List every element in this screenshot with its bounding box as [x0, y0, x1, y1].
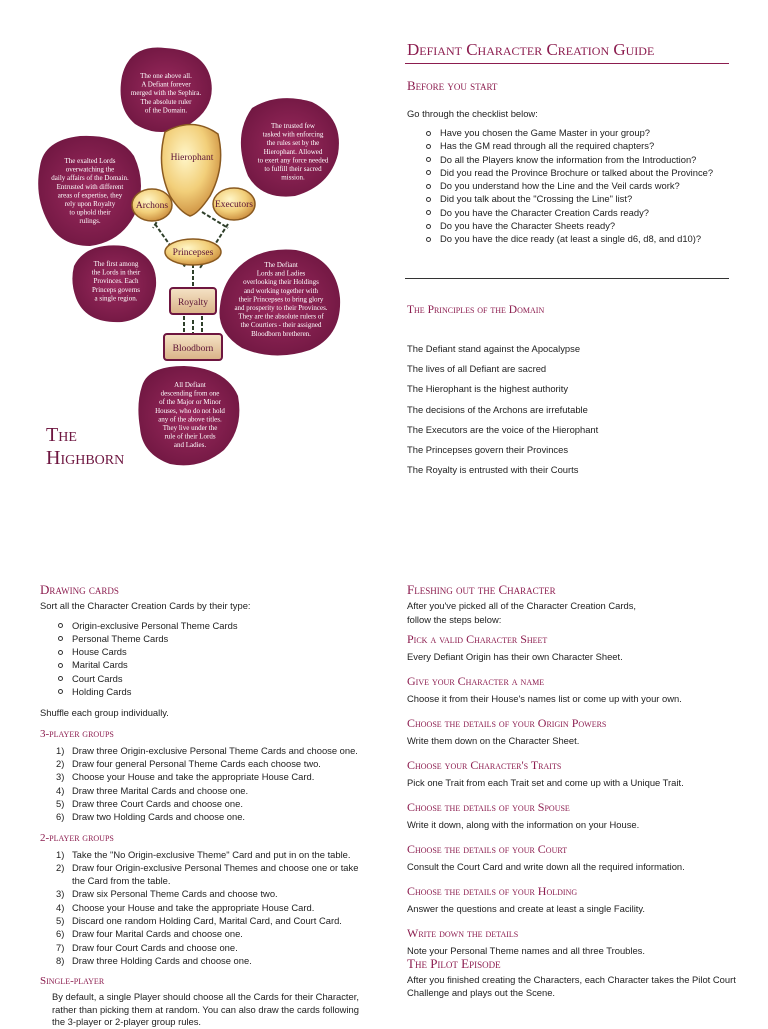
principle-item: The lives of all Defiant are sacred: [407, 363, 547, 375]
card-type-item: Holding Cards: [56, 685, 370, 698]
bubble-line: of the Major or Minor: [159, 398, 221, 407]
bubble-line: The one above all.: [140, 72, 192, 80]
bubble-line: Houses, who do not hold: [155, 406, 225, 415]
checklist-item: Do you have the Character Sheets ready?: [424, 219, 734, 232]
bubble-line: merged with the Sephira.: [130, 89, 202, 98]
step-text: Answer the questions and create at least a single Facility.: [407, 903, 645, 914]
fleshing-steps: [407, 632, 737, 957]
pilot-heading: The Pilot Episode: [407, 956, 501, 971]
step-text: Note your Personal Theme names and all three Troubles.: [407, 945, 645, 956]
bubble-line: A Defiant forever: [141, 80, 191, 89]
step-text: Write them down on the Character Sheet.: [407, 735, 580, 746]
step-title: Choose the details of your Spouse: [407, 800, 570, 814]
bubble-line: rulings.: [79, 217, 101, 226]
bubble-line: The trusted few: [271, 122, 315, 130]
step-title: Give your Character a name: [407, 674, 545, 688]
principle-item: The Defiant stand against the Apocalypse: [407, 343, 581, 354]
bubble-right-top-text: [258, 122, 329, 182]
bubble-line: of the Domain.: [144, 106, 188, 115]
drawing-heading: Drawing cards: [40, 582, 119, 597]
bubble-line: daily affairs of the Domain.: [51, 174, 129, 183]
single-player-text: By default, a single Player should choose all the Cards for their Character, rather than picking them at random. You can also draw the cards following the 3-player or 2-player group rules.: [52, 991, 359, 1028]
three-player-step: 5) Draw three Court Cards and choose one.: [56, 797, 243, 809]
princepses-label: Princepses: [172, 248, 214, 258]
bubble-line: and working together with: [243, 286, 319, 295]
step-text: Choose it from their House's names list or come up with your own.: [407, 693, 682, 704]
bubble-line: and Ladies.: [173, 441, 207, 450]
principles-heading: The Principles of the Domain: [407, 304, 545, 316]
bubble-line: the Courtiers - their assigned: [240, 321, 322, 330]
checklist-item: Did you read the Province Brochure or talked about the Province?: [424, 166, 734, 179]
checklist-item: Has the GM read through all the required chapters?: [424, 139, 734, 152]
bubble-line: to exert any force needed: [257, 156, 329, 165]
checklist-item: Have you chosen the Game Master in your group?: [424, 126, 734, 139]
title-rule: [405, 63, 729, 64]
step-title: Choose the details of your Origin Powers: [407, 716, 607, 730]
checklist-item: Did you talk about the "Crossing the Line" list?: [424, 192, 734, 205]
before-intro: Go through the checklist below:: [407, 108, 538, 119]
section-divider: [405, 278, 729, 279]
card-type-item: Marital Cards: [56, 658, 370, 671]
bubble-line: tasked with enforcing: [262, 130, 324, 139]
step-title: Choose your Character's Traits: [407, 758, 562, 772]
checklist: [424, 126, 734, 246]
card-type-item: House Cards: [56, 645, 370, 658]
drawing-section: [40, 582, 370, 1029]
checklist-item: Do you have the dice ready (at least a single d6, d8, and d10)?: [424, 232, 734, 245]
bubble-line: They are the absolute rulers of: [238, 312, 324, 321]
bubble-line: Princeps governs: [91, 285, 141, 294]
step-title: Choose the details of your Court: [407, 842, 568, 856]
bubble-line: Hierophant. Allowed: [263, 147, 323, 156]
archons-label: Archons: [135, 201, 169, 211]
bubble-line: and prosperity to their Provinces.: [234, 304, 328, 312]
drawing-intro: Sort all the Character Creation Cards by their type:: [40, 600, 251, 611]
hierarchy-graphic: [30, 36, 350, 484]
bubble-line: the rules set by the: [266, 139, 320, 148]
bubble-line: They live under the: [162, 424, 218, 432]
three-player-step: 4) Draw three Marital Cards and choose one.: [56, 784, 249, 796]
step-title: Write down the details: [407, 926, 519, 940]
bloodborn-label: Bloodborn: [172, 344, 214, 354]
two-player-step: 8) Draw three Holding Cards and choose one.: [56, 954, 252, 966]
card-types-list: [56, 619, 370, 699]
bubble-line: to fulfill their sacred: [264, 165, 322, 173]
checklist-item: Do you understand how the Line and the Veil cards work?: [424, 179, 734, 192]
principle-item: The Princepses govern their Provinces: [407, 444, 569, 456]
single-player-heading: Single-player: [40, 975, 105, 988]
two-player-step: 4) Choose your House and take the appropriate House Card.: [56, 901, 315, 913]
bubble-line: The first among: [93, 260, 139, 268]
bubble-line: a single region.: [94, 294, 138, 303]
fleshing-section: [407, 582, 737, 968]
bubble-line: The Defiant: [264, 261, 298, 269]
two-player-step: 3) Draw six Personal Theme Cards and choose two.: [56, 888, 278, 900]
three-player-step: 2) Draw four general Personal Theme Cards each choose two.: [56, 758, 321, 770]
bubble-line: any of the above titles.: [158, 415, 222, 424]
card-type-item: Court Cards: [56, 672, 370, 685]
hierophant-label: Hierophant: [170, 153, 214, 163]
highborn-diagram: [30, 36, 350, 484]
bubble-line: areas of expertise, they: [57, 191, 123, 200]
bubble-line: Bloodborn bretheren.: [251, 329, 311, 338]
bubble-line: the Lords in their: [91, 268, 141, 277]
step-text: Pick one Trait from each Trait set and come up with a Unique Trait.: [407, 777, 684, 788]
two-player-step: 5) Discard one random Holding Card, Marital Card, and Court Card.: [56, 915, 342, 927]
fleshing-intro: After you've picked all of the Character Creation Cards, follow the steps below:: [407, 600, 636, 625]
shuffle-note: Shuffle each group individually.: [40, 707, 169, 719]
bubble-line: to uphold their: [69, 208, 111, 217]
card-type-item: Origin-exclusive Personal Theme Cards: [56, 619, 370, 632]
bubble-line: overwatching the: [65, 165, 115, 174]
card-type-item: Personal Theme Cards: [56, 632, 370, 645]
three-player-steps: [40, 744, 370, 824]
diagram-title-line1: The: [46, 424, 77, 446]
two-player-step: 6) Draw four Marital Cards and choose one.: [56, 928, 243, 940]
principle-item: The Hierophant is the highest authority: [407, 383, 569, 395]
before-heading: Before you start: [407, 78, 498, 93]
step-title: Pick a valid Character Sheet: [407, 632, 548, 646]
bubble-left-mid-text: [92, 260, 141, 302]
pilot-section: [407, 956, 737, 999]
principle-item: The decisions of the Archons are irrefutable: [407, 403, 588, 415]
bubble-line: Entrusted with different: [56, 182, 124, 191]
step-title: Choose the details of your Holding: [407, 884, 578, 898]
three-player-step: 1) Draw three Origin-exclusive Personal Theme Cards and choose one.: [56, 744, 358, 756]
fleshing-heading: Fleshing out the Character: [407, 582, 556, 597]
bubble-line: descending from one: [160, 389, 220, 398]
bubble-line: Lords and Ladies: [256, 269, 306, 278]
principles-list: [407, 339, 598, 480]
royalty-label: Royalty: [177, 298, 209, 308]
two-player-step: 7) Draw four Court Cards and choose one.: [56, 941, 238, 953]
two-player-step: 2) Draw four Origin-exclusive Personal Themes and choose one or take the Card from the table.: [56, 861, 359, 887]
guide-title: Defiant Character Creation Guide: [407, 40, 655, 59]
bubble-line: Provinces. Each: [93, 277, 139, 286]
bubble-line: overlooking their Holdings: [243, 278, 319, 287]
executors-label: Executors: [215, 200, 253, 210]
two-player-step: 1) Take the "No Origin-exclusive Theme" Card and put in on the table.: [56, 848, 351, 860]
principle-item: The Executors are the voice of the Hierophant: [407, 423, 599, 435]
bubble-line: rule of their Lords: [164, 432, 216, 441]
bubble-line: The absolute ruler: [140, 97, 192, 106]
bubble-bottom-text: [155, 381, 225, 449]
two-player-steps: [40, 848, 370, 968]
bubble-line: The exalted Lords: [64, 157, 116, 165]
principle-item: The Royalty is entrusted with their Courts: [407, 464, 579, 476]
bubble-line: All Defiant: [174, 381, 206, 389]
three-player-heading: 3-player groups: [40, 727, 114, 740]
checklist-item: Do all the Players know the information from the Introduction?: [424, 153, 734, 166]
bubble-line: mission.: [281, 173, 305, 182]
step-text: Consult the Court Card and write down all the required information.: [407, 861, 685, 872]
diagram-title-line2: Highborn: [46, 447, 125, 469]
bubble-line: their Princepses to bring glory: [238, 295, 324, 304]
step-text: Write it down, along with the information on your House.: [407, 819, 640, 830]
three-player-step: 6) Draw two Holding Cards and choose one.: [56, 811, 246, 823]
bubble-line: rely upon Royalty: [64, 200, 116, 208]
step-text: Every Defiant Origin has their own Character Sheet.: [407, 651, 623, 662]
checklist-item: Do you have the Character Creation Cards ready?: [424, 206, 734, 219]
three-player-step: 3) Choose your House and take the appropriate House Card.: [56, 771, 315, 783]
two-player-heading: 2-player groups: [40, 831, 114, 844]
pilot-text: After you finished creating the Characters, each Character takes the Pilot Court Challenge and plays out the Scene.: [407, 974, 736, 998]
